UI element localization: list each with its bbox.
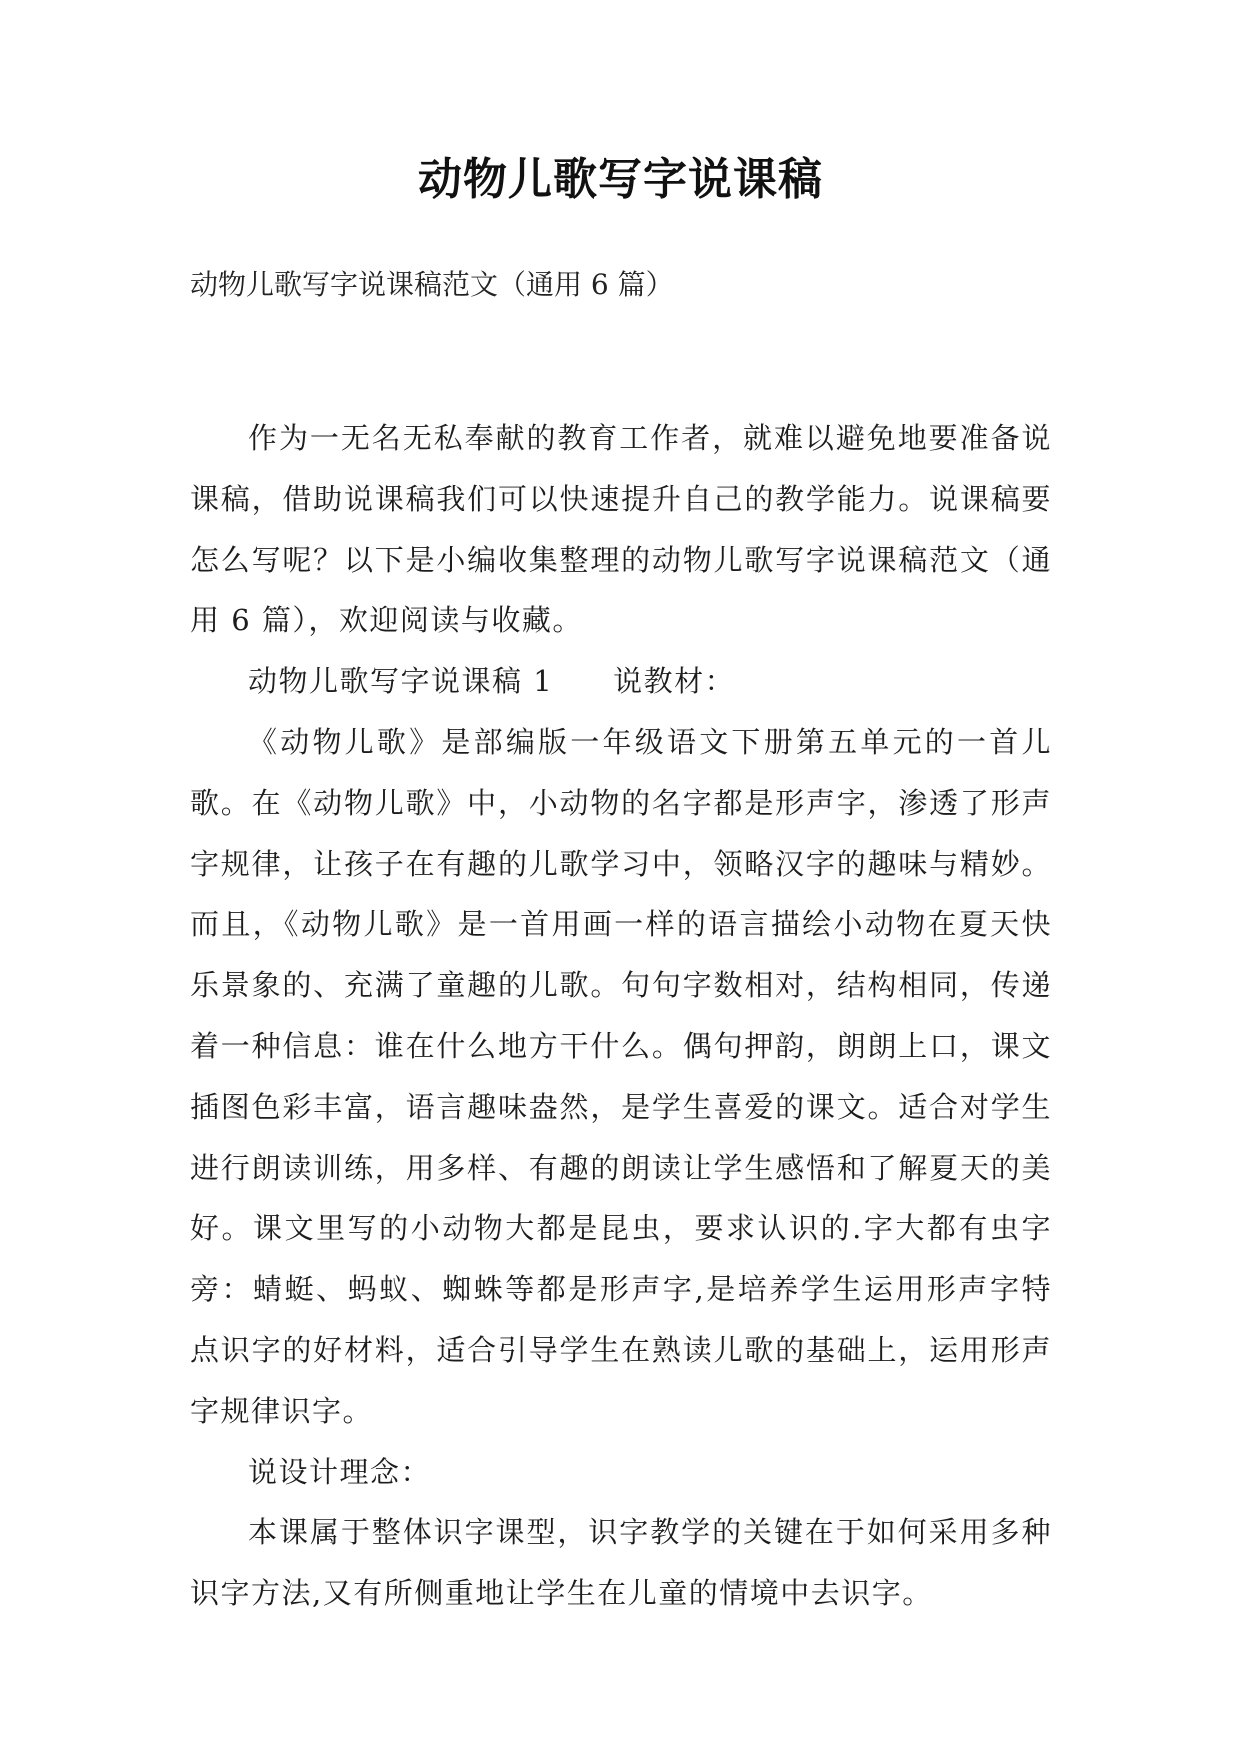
design-concept-paragraph: 本课属于整体识字课型，识字教学的关键在于如何采用多种识字方法,又有所侧重地让学生在儿童的情境中去识字。 xyxy=(190,1515,1052,1611)
document-body xyxy=(190,408,1052,1624)
section-title: 动物儿歌写字说课稿 1 xyxy=(248,664,554,699)
document-title: 动物儿歌写字说课稿 xyxy=(418,154,823,205)
design-concept-label: 说设计理念： xyxy=(248,1454,432,1489)
textbook-paragraph: 《动物儿歌》是部编版一年级语文下册第五单元的一首儿歌。在《动物儿歌》中，小动物的名字都是形声字，渗透了形声字规律，让孩子在有趣的儿歌学习中，领略汉字的趣味与精妙。而且，《动物儿歌》是一首用画一样的语言描绘小动物在夏天快乐景象的、充满了童趣的儿歌。句句字数相对，结构相同，传递着一种信息：谁在什么地方干什么。偶句押韵，朗朗上口，课文插图色彩丰富，语言趣味盎然，是学生喜爱的课文。适合对学生进行朗读训练，用多样、有趣的朗读让学生感悟和了解夏天的美好。课文里写的小动物大都是昆虫，要求认识的.字大都有虫字旁：蜻蜓、蚂蚁、蜘蛛等都是形声字,是培养学生运用形声字特点识字的好材料，适合引导学生在熟读儿歌的基础上，运用形声字规律识字。 xyxy=(190,724,1052,1428)
section-heading xyxy=(190,651,1052,712)
document-subtitle: 动物儿歌写字说课稿范文（通用 6 篇） xyxy=(190,268,674,301)
intro-paragraph: 作为一无名无私奉献的教育工作者，就难以避免地要准备说课稿，借助说课稿我们可以快速提升自己的教学能力。说课稿要怎么写呢？以下是小编收集整理的动物儿歌写字说课稿范文（通用 6 篇），欢迎阅读与收藏。 xyxy=(190,421,1052,638)
section-label: 说教材： xyxy=(613,664,736,699)
